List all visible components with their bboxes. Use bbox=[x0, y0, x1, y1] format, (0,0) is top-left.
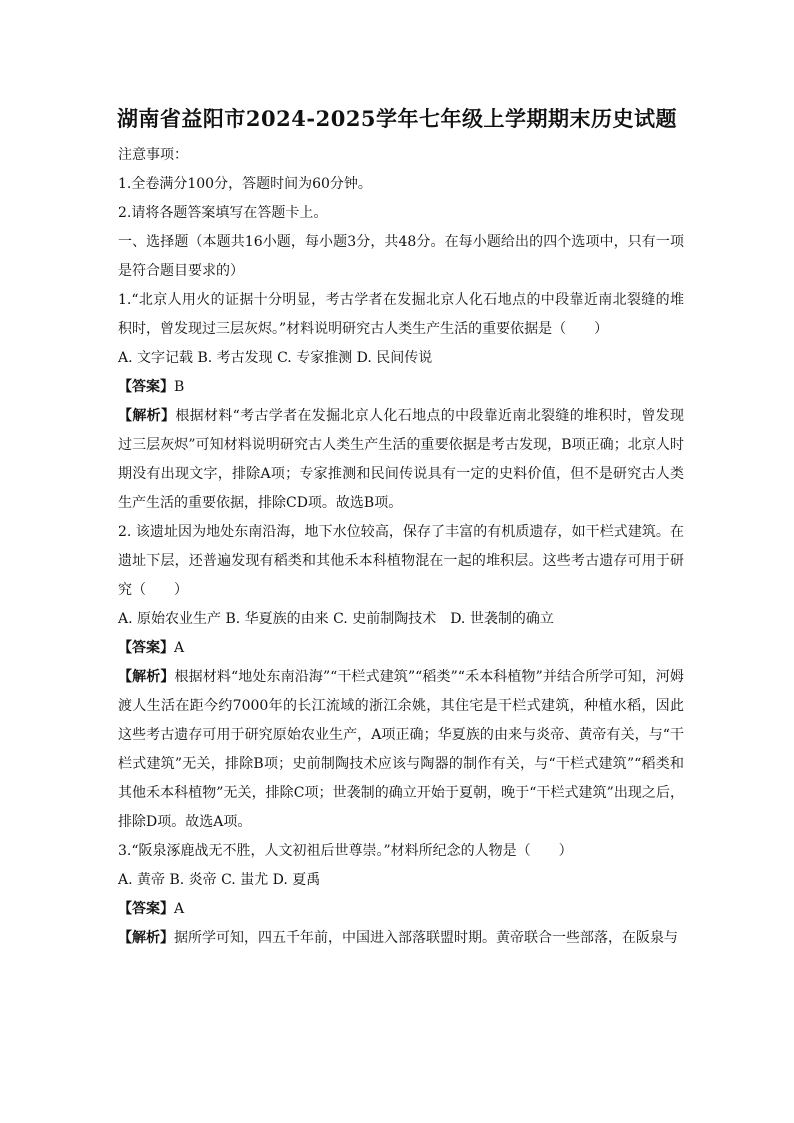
answer-value: B bbox=[174, 379, 185, 395]
analysis-text: 根据材料“考古学者在发掘北京人化石地点的中段靠近南北裂缝的堆积时，曾发现过三层灰烬”可知材料说明研究古人类生产生活的重要依据是考古发现，B项正确；北京人时期没有出现文字，排除A项；专家推测和民间传说具有一定的史料价值，但不是研究古人类生产生活的重要依据，排除CD项。故选B项。 bbox=[118, 408, 685, 511]
document-body bbox=[118, 141, 684, 953]
question-stem: 2. 该遗址因为地处东南沿海，地下水位较高，保存了丰富的有机质遗存，如干栏式建筑。在遗址下层，还普遍发现有稻类和其他禾本科植物混在一起的堆积层。这些考古遗存可用于研究（ ） bbox=[118, 524, 684, 598]
answer-value: A bbox=[174, 901, 185, 917]
answer-line bbox=[118, 373, 684, 402]
analysis-label: 【解析】 bbox=[118, 408, 176, 424]
question-options: A. 文字记载 B. 考古发现 C. 专家推测 D. 民间传说 bbox=[118, 350, 433, 366]
analysis-paragraph bbox=[118, 924, 684, 953]
analysis-label: 【解析】 bbox=[118, 930, 174, 946]
answer-value: A bbox=[174, 640, 185, 656]
question-stem: 1.“北京人用火的证据十分明显，考古学者在发掘北京人化石地点的中段靠近南北裂缝的堆积时，曾发现过三层灰烬。”材料说明研究古人类生产生活的重要依据是（ ） bbox=[118, 292, 684, 337]
answer-label: 【答案】 bbox=[118, 379, 174, 395]
answer-line bbox=[118, 634, 684, 663]
analysis-paragraph bbox=[118, 663, 684, 837]
notice-item: 1.全卷满分100分，答题时间为60分钟。 bbox=[118, 176, 372, 192]
answer-label: 【答案】 bbox=[118, 901, 174, 917]
notice-item: 2.请将各题答案填写在答题卡上。 bbox=[118, 205, 328, 221]
analysis-text: 根据材料“地处东南沿海”“干栏式建筑”“稻类”“禾本科植物”并结合所学可知，河姆渡人生活在距今约7000年的长江流域的浙江余姚，其住宅是干栏式建筑，种植水稻，因此这些考古遗存可用于研究原始农业生产，A项正确；华夏族的由来与炎帝、黄帝有关，与“干栏式建筑”无关，排除B项；史前制陶技术应该与陶器的制作有关，与“干栏式建筑”“稻类和其他禾本科植物”无关，排除C项；世袭制的确立开始于夏朝，晚于“干栏式建筑”出现之后，排除D项。故选A项。 bbox=[118, 669, 685, 830]
question-options: A. 原始农业生产 B. 华夏族的由来 C. 史前制陶技术 D. 世袭制的确立 bbox=[118, 611, 554, 627]
document-title: 湖南省益阳市2024-2025学年七年级上学期期末历史试题 bbox=[116, 106, 678, 131]
notice-heading: 注意事项： bbox=[118, 147, 188, 163]
answer-line bbox=[118, 895, 684, 924]
section-heading: 一、选择题（本题共16小题，每小题3分，共48分。在每小题给出的四个选项中，只有一项是符合题目要求的） bbox=[118, 234, 684, 279]
question-stem: 3.“阪泉涿鹿战无不胜，人文初祖后世尊崇。”材料所纪念的人物是（ ） bbox=[118, 843, 573, 859]
answer-label: 【答案】 bbox=[118, 640, 174, 656]
analysis-text: 据所学可知，四五千年前，中国进入部落联盟时期。黄帝联合一些部落，在阪泉与 bbox=[174, 930, 678, 946]
question-options: A. 黄帝 B. 炎帝 C. 蚩尤 D. 夏禹 bbox=[118, 872, 321, 888]
analysis-label: 【解析】 bbox=[118, 669, 175, 685]
analysis-paragraph bbox=[118, 402, 684, 518]
